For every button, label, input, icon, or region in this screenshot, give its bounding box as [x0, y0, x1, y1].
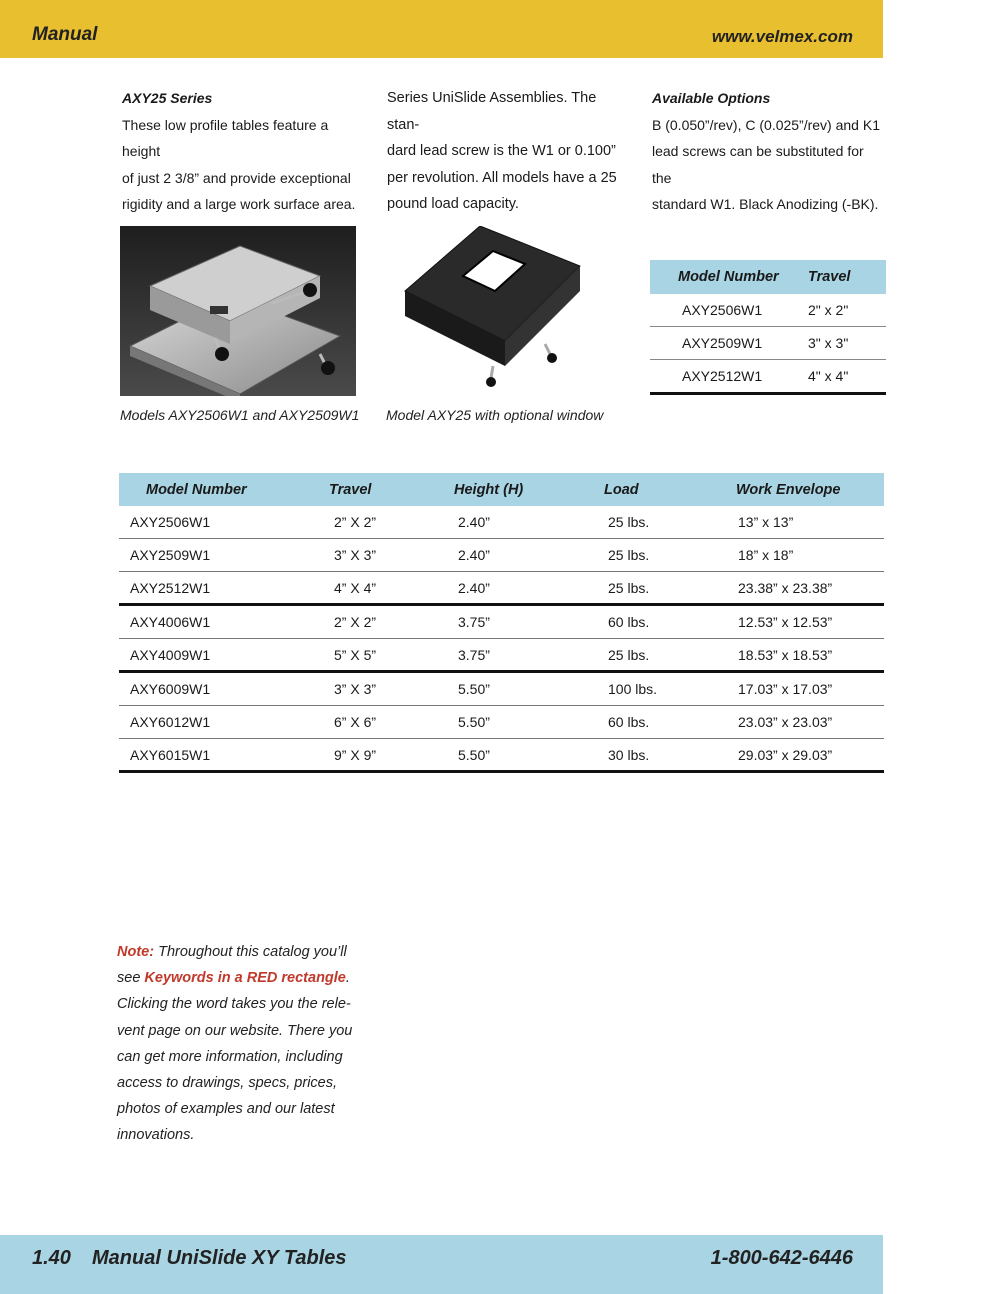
table-cell: 17.03” x 17.03”: [738, 681, 833, 697]
page-footer: [0, 1235, 883, 1294]
table-cell: 5.50”: [458, 714, 490, 730]
page-number: 1.40: [32, 1247, 71, 1269]
table-cell: 4” X 4”: [334, 580, 377, 596]
table-cell: 18” x 18”: [738, 547, 794, 563]
options-line: B (0.050”/rev), C (0.025”/rev) and K1: [652, 116, 880, 133]
page-header: [0, 0, 883, 58]
table-cell: AXY4009W1: [130, 647, 211, 663]
column-header: Model Number: [678, 269, 779, 285]
table-cell: 30 lbs.: [608, 747, 650, 763]
header-section-title: Manual: [32, 24, 98, 45]
table-cell: 25 lbs.: [608, 580, 650, 596]
intro-line: These low profile tables feature a height: [122, 116, 329, 159]
table-cell: 2” X 2”: [334, 514, 377, 530]
table-row: [650, 294, 886, 327]
table-cell: 25 lbs.: [608, 514, 650, 530]
phone-number: 1-800-642-6446: [710, 1247, 853, 1269]
table-row: [119, 639, 884, 673]
note-text: Throughout this catalog you’ll see: [117, 944, 347, 987]
options-line: standard W1. Black Anodizing (-BK).: [652, 196, 879, 212]
table-cell: 23.03” x 23.03”: [738, 714, 833, 730]
table-cell: AXY6015W1: [130, 747, 211, 763]
table-cell: 2.40”: [458, 514, 490, 530]
table-row: [119, 539, 884, 572]
table-cell: 2” X 2”: [334, 614, 377, 630]
intro-column-1: [122, 85, 362, 244]
table-cell: 100 lbs.: [608, 681, 658, 697]
table-cell: 29.03” x 29.03”: [738, 747, 833, 763]
table-row: [119, 572, 884, 606]
intro-line: Series UniSlide Assemblies. The stan-: [387, 90, 597, 133]
table-cell: AXY6012W1: [130, 714, 211, 730]
table-cell: 2.40”: [458, 580, 490, 596]
footer-section-title: Manual UniSlide XY Tables: [92, 1247, 347, 1269]
column-header: Travel: [808, 269, 851, 285]
table-cell: 3” X 3”: [334, 547, 377, 563]
intro-line: pound load capacity.: [387, 196, 519, 212]
table-cell: 60 lbs.: [608, 714, 650, 730]
options-line: lead screws can be substituted for the: [652, 143, 864, 186]
table-cell: 5” X 5”: [334, 647, 377, 663]
table-cell: AXY2509W1: [682, 335, 763, 351]
table-cell: 3" x 3": [808, 335, 849, 351]
table-cell: 18.53” x 18.53”: [738, 647, 833, 663]
header-website-link[interactable]: www.velmex.com: [711, 27, 853, 46]
table-cell: 5.50”: [458, 747, 490, 763]
table-cell: 4" x 4": [808, 368, 849, 384]
table-row: [119, 506, 884, 539]
table-cell: 25 lbs.: [608, 547, 650, 563]
table-cell: AXY6009W1: [130, 681, 211, 697]
table-cell: AXY2506W1: [682, 302, 763, 318]
note-text: . Clicking the word takes you the rele-vent page on our website. There you can get more information, including access to drawings, specs, prices, photos of examples and our latest innovations.: [117, 970, 353, 1144]
table-cell: 23.38” x 23.38”: [738, 580, 833, 596]
intro-line: rigidity and a large work surface area.: [122, 196, 356, 212]
keyword-highlight: Keywords in a RED rectangle: [144, 970, 346, 987]
column-header: Height (H): [454, 482, 524, 498]
table-row: [119, 706, 884, 739]
table-cell: AXY2509W1: [130, 547, 211, 563]
table-cell: AXY4006W1: [130, 614, 211, 630]
intro-line: dard lead screw is the W1 or 0.100”: [387, 143, 616, 159]
table-cell: AXY2512W1: [682, 368, 763, 384]
table-cell: AXY2512W1: [130, 580, 211, 596]
product-photo-axy2506-axy2509: [120, 226, 356, 396]
photo-caption: Model AXY25 with optional window: [386, 407, 604, 423]
travel-table: [650, 260, 886, 395]
column-header: Work Envelope: [736, 482, 841, 498]
specifications-table: [119, 473, 884, 773]
table-header: [119, 473, 884, 506]
table-row: [119, 739, 884, 773]
catalog-note: [117, 939, 367, 1149]
table-cell: 2.40”: [458, 547, 490, 563]
table-cell: 3” X 3”: [334, 681, 377, 697]
table-cell: 9” X 9”: [334, 747, 377, 763]
table-cell: 12.53” x 12.53”: [738, 614, 833, 630]
table-row: [119, 673, 884, 706]
intro-column-2: [387, 85, 627, 218]
column-header: Model Number: [146, 482, 247, 498]
table-cell: 60 lbs.: [608, 614, 650, 630]
intro-line: of just 2 3/8” and provide exceptional: [122, 169, 351, 186]
intro-line: per revolution. All models have a 25: [387, 169, 617, 186]
table-cell: 3.75”: [458, 647, 490, 663]
table-cell: AXY2506W1: [130, 514, 211, 530]
column-header: Load: [604, 482, 639, 498]
table-cell: 3.75”: [458, 614, 490, 630]
table-cell: 25 lbs.: [608, 647, 650, 663]
product-photo-axy25-window: [395, 226, 585, 396]
table-row: [650, 327, 886, 360]
table-cell: 2" x 2": [808, 302, 849, 318]
column-header: Travel: [329, 482, 372, 498]
table-cell: 6” X 6”: [334, 714, 377, 730]
series-heading: AXY25 Series: [122, 90, 213, 106]
options-heading: Available Options: [652, 90, 771, 106]
table-header: [650, 260, 886, 294]
photo-caption: Models AXY2506W1 and AXY2509W1: [120, 407, 360, 423]
table-row: [650, 360, 886, 395]
options-column: [652, 85, 884, 218]
table-cell: 13” x 13”: [738, 514, 794, 530]
table-row: [119, 606, 884, 639]
table-cell: 5.50”: [458, 681, 490, 697]
note-label: Note:: [117, 944, 155, 960]
